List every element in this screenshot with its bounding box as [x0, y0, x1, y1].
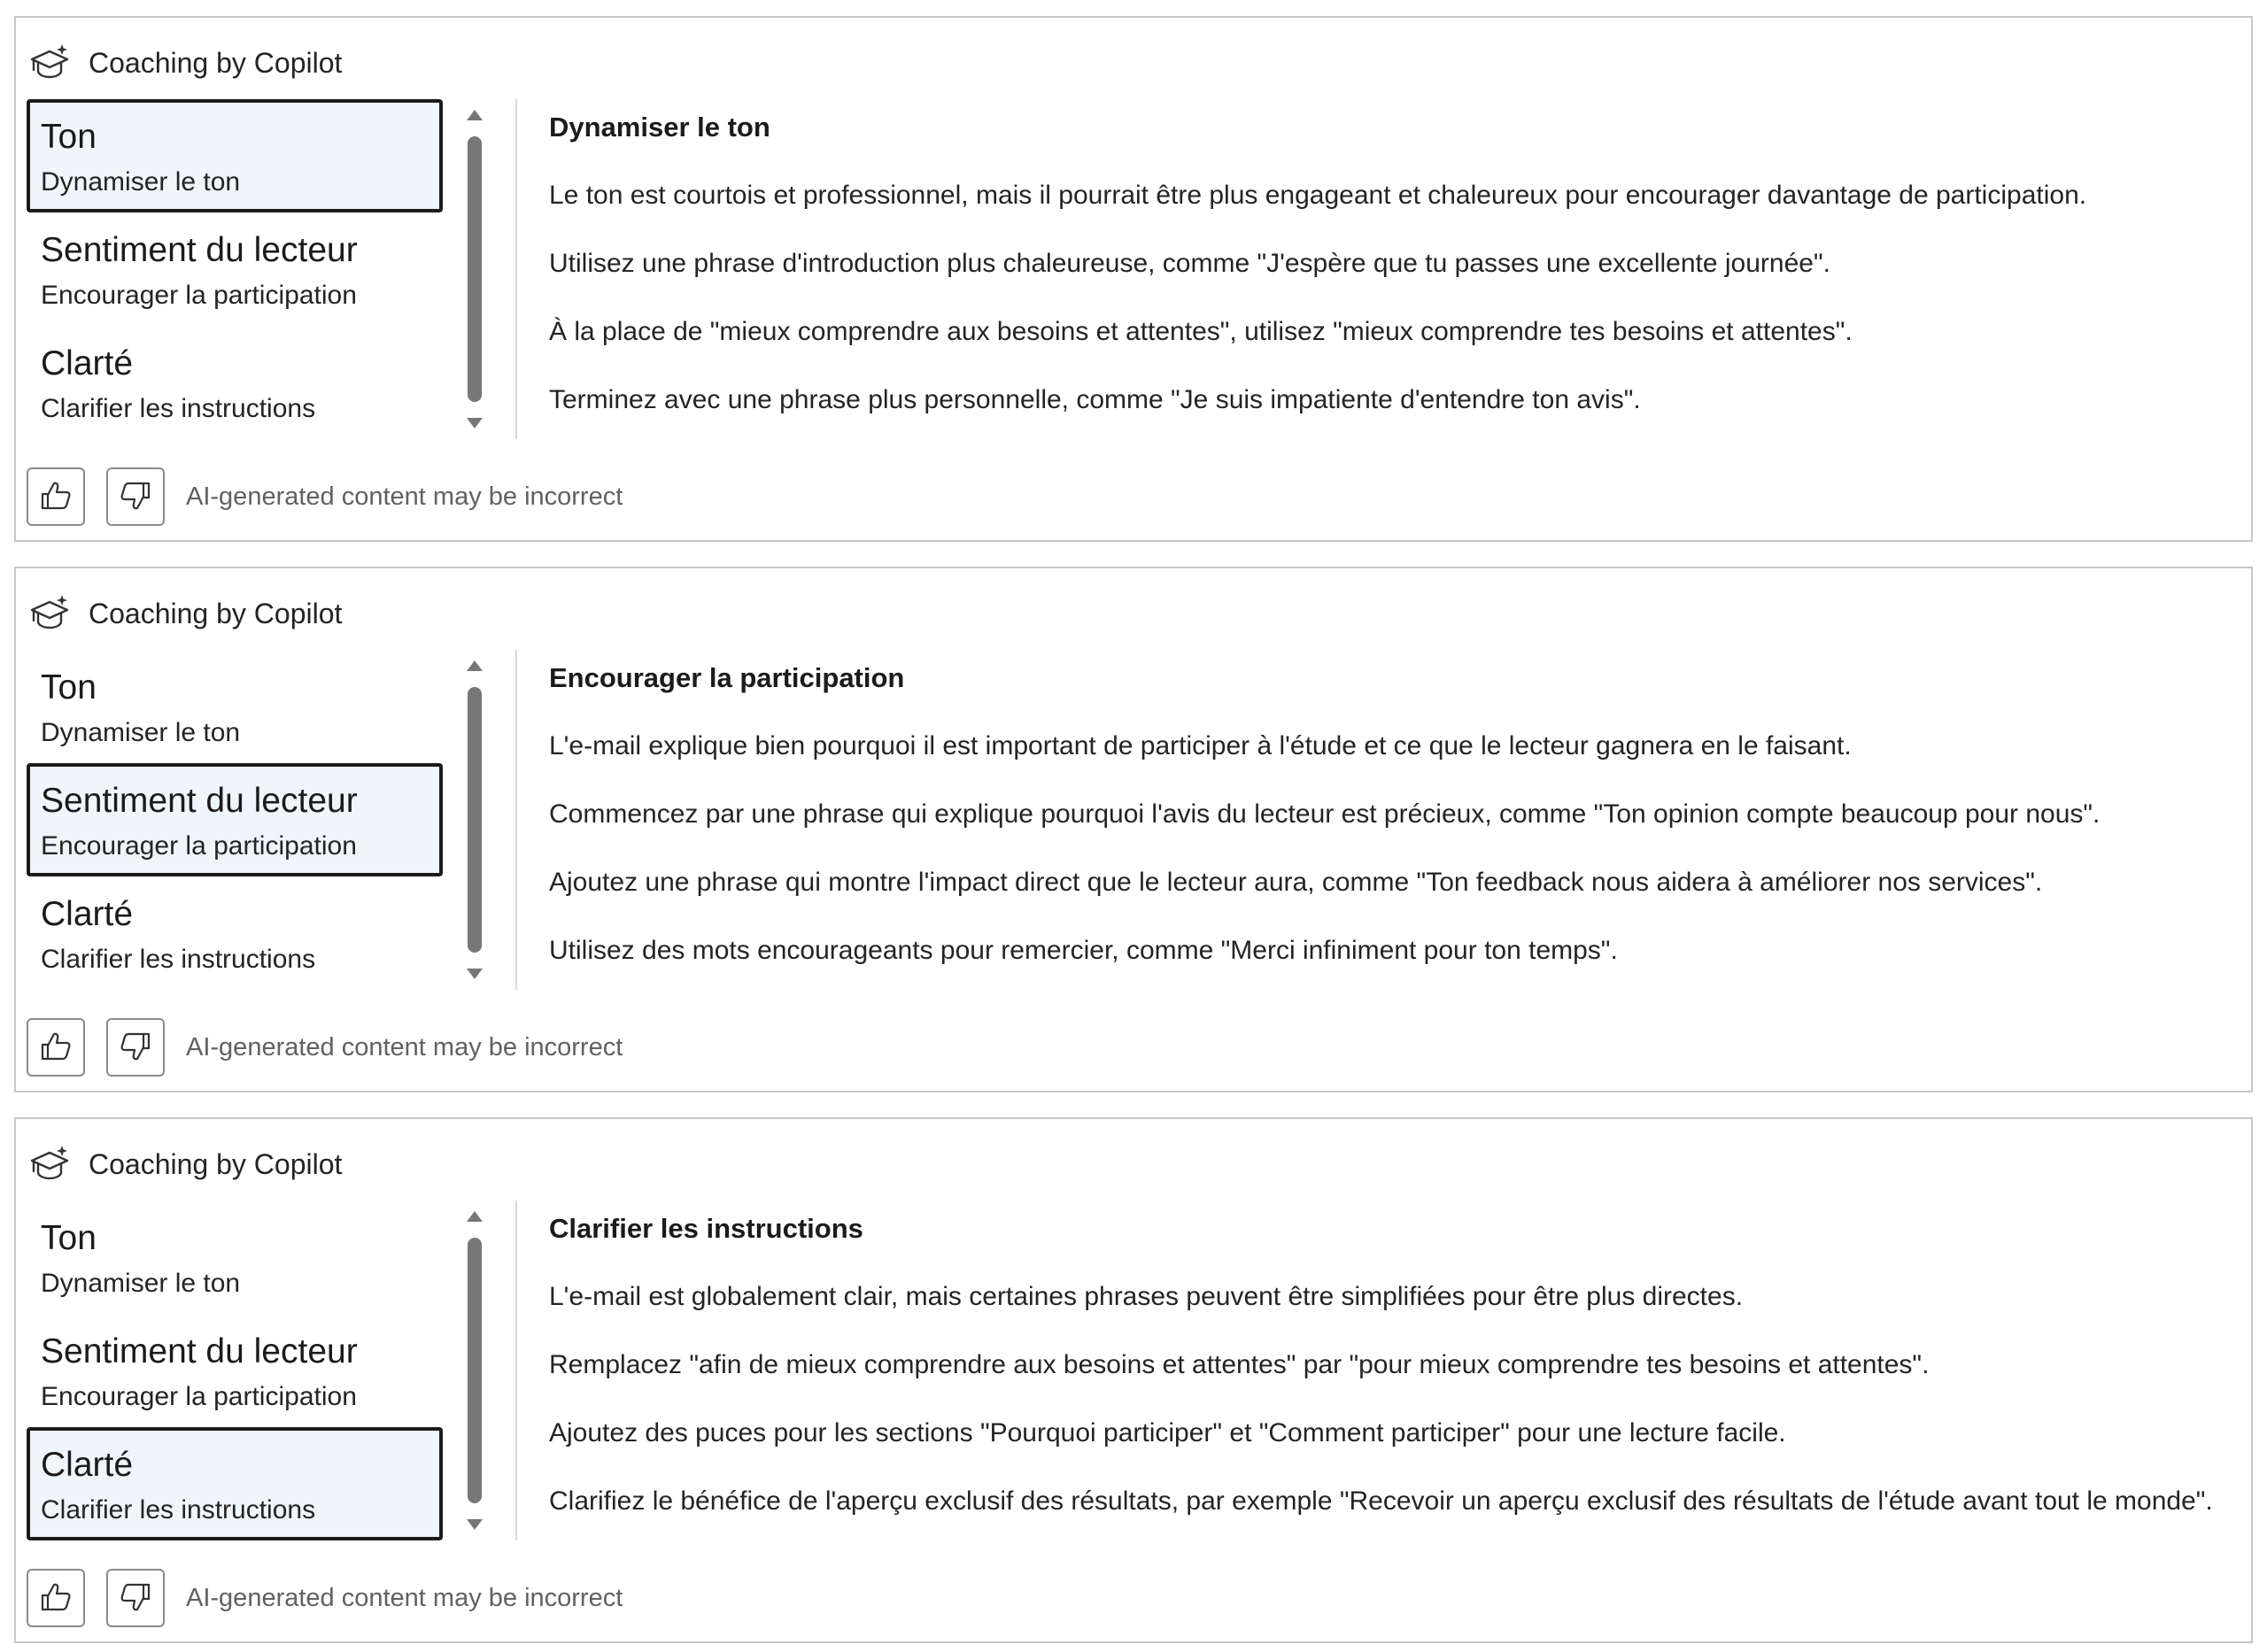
- suggestion-item-subtitle: Encourager la participation: [41, 831, 357, 861]
- suggestion-item-ton[interactable]: [27, 1200, 443, 1314]
- detail-paragraph: Terminez avec une phrase plus personnelle, comme "Je suis impatiente d'entendre ton avis".: [549, 385, 1641, 414]
- coaching-cap-icon: [28, 1144, 73, 1185]
- detail-paragraph: Ajoutez des puces pour les sections "Pourquoi participer" et "Comment participer" pour une lecture facile.: [549, 1418, 1786, 1447]
- ai-disclaimer: AI-generated content may be incorrect: [186, 482, 623, 511]
- scroll-down-arrow-icon[interactable]: [464, 413, 485, 434]
- suggestion-item-sentiment[interactable]: [27, 763, 443, 876]
- list-scrollbar[interactable]: [462, 1200, 487, 1540]
- thumbs-down-button[interactable]: [106, 467, 165, 526]
- detail-paragraph: À la place de "mieux comprendre aux besoins et attentes", utilisez "mieux comprendre tes besoins et attentes".: [549, 317, 1853, 346]
- scroll-down-arrow-icon[interactable]: [464, 963, 485, 984]
- suggestion-item-clarte[interactable]: [27, 876, 443, 990]
- panel-title: Coaching by Copilot: [89, 46, 343, 79]
- feedback-footer: [27, 467, 623, 526]
- suggestion-list: [27, 650, 487, 990]
- suggestion-item-title: Sentiment du lecteur: [41, 1332, 358, 1370]
- suggestion-item-subtitle: Dynamiser le ton: [41, 718, 241, 747]
- suggestion-item-sentiment[interactable]: [27, 1314, 443, 1427]
- coaching-cap-icon: [28, 42, 73, 83]
- suggestion-item-title: Ton: [41, 1219, 97, 1257]
- suggestion-item-clarte[interactable]: [27, 1427, 443, 1540]
- detail-title: Dynamiser le ton: [549, 112, 770, 143]
- scroll-up-arrow-icon[interactable]: [464, 655, 485, 676]
- thumbs-up-icon: [38, 478, 74, 516]
- detail-paragraph: Remplacez "afin de mieux comprendre aux besoins et attentes" par "pour mieux comprendre tes besoins et attentes".: [549, 1350, 1930, 1379]
- detail-title: Clarifier les instructions: [549, 1213, 863, 1244]
- detail-paragraph: L'e-mail est globalement clair, mais certaines phrases peuvent être simplifiées pour être plus directes.: [549, 1282, 1744, 1311]
- scroll-up-arrow-icon[interactable]: [464, 1206, 485, 1227]
- detail-paragraph: Utilisez des mots encourageants pour remercier, comme "Merci infiniment pour ton temps".: [549, 936, 1618, 965]
- panel-title: Coaching by Copilot: [89, 597, 343, 629]
- suggestion-detail: [549, 660, 2232, 969]
- suggestion-item-title: Ton: [41, 668, 97, 706]
- detail-paragraph: L'e-mail explique bien pourquoi il est important de participer à l'étude et ce que le lecteur gagnera en le faisant.: [549, 731, 1852, 760]
- thumbs-down-icon: [118, 1579, 153, 1617]
- vertical-divider: [515, 99, 517, 439]
- suggestion-list: [27, 1200, 487, 1540]
- scroll-down-arrow-icon[interactable]: [464, 1514, 485, 1535]
- detail-paragraph: Clarifiez le bénéfice de l'aperçu exclusif des résultats, par exemple "Recevoir un aperçu exclusif des résultats de l'étude avant tout le monde".: [549, 1486, 2213, 1516]
- suggestion-item-title: Sentiment du lecteur: [41, 231, 358, 269]
- suggestion-item-subtitle: Clarifier les instructions: [41, 1495, 316, 1525]
- suggestion-list: [27, 99, 487, 439]
- suggestion-detail: [549, 1211, 2232, 1519]
- suggestion-item-clarte[interactable]: [27, 326, 443, 439]
- coaching-panel-2: [14, 567, 2253, 1092]
- suggestion-item-title: Clarté: [41, 344, 134, 382]
- scroll-up-arrow-icon[interactable]: [464, 104, 485, 126]
- suggestion-item-sentiment[interactable]: [27, 212, 443, 326]
- ai-disclaimer: AI-generated content may be incorrect: [186, 1583, 623, 1612]
- suggestion-item-subtitle: Dynamiser le ton: [41, 1269, 241, 1298]
- suggestion-item-ton[interactable]: [27, 650, 443, 763]
- scroll-thumb[interactable]: [468, 687, 482, 953]
- thumbs-up-icon: [38, 1029, 74, 1067]
- scroll-thumb[interactable]: [468, 1238, 482, 1503]
- thumbs-down-icon: [118, 478, 153, 516]
- vertical-divider: [515, 1200, 517, 1540]
- thumbs-down-button[interactable]: [106, 1569, 165, 1627]
- panel-header: [28, 39, 342, 87]
- panel-header: [28, 590, 342, 637]
- detail-paragraph: Utilisez une phrase d'introduction plus chaleureuse, comme "J'espère que tu passes une excellente journée".: [549, 249, 1830, 278]
- suggestion-item-title: Clarté: [41, 895, 134, 933]
- suggestion-item-subtitle: Clarifier les instructions: [41, 394, 316, 423]
- suggestion-item-title: Clarté: [41, 1446, 134, 1484]
- feedback-footer: [27, 1569, 623, 1627]
- vertical-divider: [515, 650, 517, 990]
- thumbs-up-button[interactable]: [27, 467, 85, 526]
- detail-paragraph: Le ton est courtois et professionnel, mais il pourrait être plus engageant et chaleureux pour encourager davantage de participation.: [549, 181, 2087, 210]
- suggestion-item-subtitle: Clarifier les instructions: [41, 945, 316, 974]
- coaching-cap-icon: [28, 593, 73, 634]
- panel-title: Coaching by Copilot: [89, 1147, 343, 1180]
- detail-title: Encourager la participation: [549, 662, 905, 693]
- coaching-panel-3: [14, 1117, 2253, 1643]
- suggestion-item-title: Sentiment du lecteur: [41, 782, 358, 820]
- scroll-thumb[interactable]: [468, 136, 482, 402]
- detail-paragraph: Commencez par une phrase qui explique pourquoi l'avis du lecteur est précieux, comme "Ton opinion compte beaucoup pour nous".: [549, 799, 2101, 829]
- coaching-panel-1: [14, 16, 2253, 542]
- detail-paragraph: Ajoutez une phrase qui montre l'impact direct que le lecteur aura, comme "Ton feedback nous aidera à améliorer nos services".: [549, 868, 2043, 897]
- suggestion-item-title: Ton: [41, 118, 97, 156]
- list-scrollbar[interactable]: [462, 99, 487, 439]
- thumbs-up-button[interactable]: [27, 1018, 85, 1077]
- suggestion-detail: [549, 110, 2232, 418]
- thumbs-up-button[interactable]: [27, 1569, 85, 1627]
- thumbs-down-button[interactable]: [106, 1018, 165, 1077]
- suggestion-item-subtitle: Encourager la participation: [41, 281, 357, 310]
- suggestion-item-ton[interactable]: [27, 99, 443, 212]
- ai-disclaimer: AI-generated content may be incorrect: [186, 1032, 623, 1061]
- panel-header: [28, 1140, 342, 1188]
- thumbs-up-icon: [38, 1579, 74, 1617]
- list-scrollbar[interactable]: [462, 650, 487, 990]
- suggestion-item-subtitle: Dynamiser le ton: [41, 167, 241, 197]
- suggestion-item-subtitle: Encourager la participation: [41, 1382, 357, 1411]
- feedback-footer: [27, 1018, 623, 1077]
- thumbs-down-icon: [118, 1029, 153, 1067]
